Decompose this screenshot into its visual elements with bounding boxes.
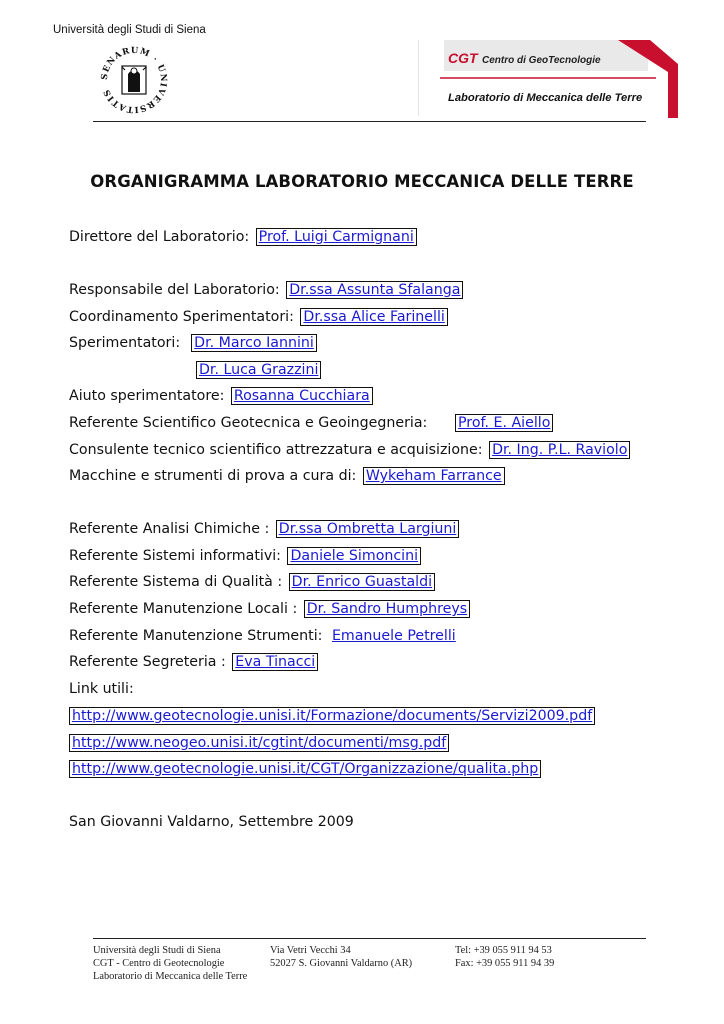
cgt-short: CGT [448,50,478,66]
entry-label: Aiuto sperimentatore: [69,388,225,404]
useful-link-3 [67,760,541,778]
footer-line: 52027 S. Giovanni Valdarno (AR) [270,958,413,969]
footer-line: Laboratorio di Meccanica delle Terre [93,971,248,982]
entry-label: Macchine e strumenti di prova a cura di: [69,468,357,484]
maint-instruments-link[interactable]: Emanuele Petrelli [331,628,456,644]
assistant-link[interactable]: Rosanna Cucchiara [231,387,373,405]
footer-col-3 [455,944,554,970]
maint-locals-link[interactable]: Dr. Sandro Humphreys [304,600,470,618]
lab-manager-link[interactable]: Dr.ssa Assunta Sfalanga [286,281,463,299]
links-label: Link utili: [69,681,134,697]
machines-link[interactable]: Wykeham Farrance [363,467,505,485]
url-link[interactable]: http://www.neogeo.unisi.it/cgtint/documenti/msg.pdf [69,734,449,752]
entry-info-systems [69,547,421,565]
footer-line: Università degli Studi di Siena [93,945,221,956]
entry-label: Consulente tecnico scientifico attrezzatura e acquisizione: [69,442,483,458]
entry-label: Referente Sistemi informativi: [69,548,281,564]
page-title: ORGANIGRAMMA LABORATORIO MECCANICA DELLE TERRE [90,172,634,191]
entry-label: Direttore del Laboratorio: [69,229,250,245]
entry-label: Referente Segreteria : [69,654,226,670]
entry-quality [69,573,435,591]
header-divider [93,121,646,122]
university-seal-logo [98,44,170,116]
entry-label: Referente Sistema di Qualità : [69,574,283,590]
entry-label: Referente Manutenzione Strumenti: [69,628,323,644]
quality-link[interactable]: Dr. Enrico Guastaldi [289,573,435,591]
coordination-link[interactable]: Dr.ssa Alice Farinelli [300,308,447,326]
url-link[interactable]: http://www.geotecnologie.unisi.it/Formazione/documents/Servizi2009.pdf [69,707,595,725]
entry-scientific-ref [69,414,427,432]
footer-col-1 [93,944,247,983]
footer-col-2 [270,944,412,970]
seal-text: SENARUM · UNIVERSITATIS [99,45,169,115]
entry-label: Responsabile del Laboratorio: [69,282,280,298]
entry-maint-instruments [69,627,459,645]
entry-maint-locals [69,600,470,618]
useful-link-2 [67,734,449,752]
place-date: San Giovanni Valdarno, Settembre 2009 [69,814,354,830]
footer-line: Via Vetri Vecchi 34 [270,945,351,956]
experimenter-1-link[interactable]: Dr. Marco Iannini [191,334,317,352]
secretary-link[interactable]: Eva Tinacci [232,653,318,671]
footer-divider [93,938,646,939]
university-name: Università degli Studi di Siena [53,24,206,36]
experimenter-2-link[interactable]: Dr. Luca Grazzini [196,361,321,379]
entry-label: Referente Manutenzione Locali : [69,601,298,617]
entry-chemical [69,520,459,538]
entry-experimenters [69,334,317,352]
director-link[interactable]: Prof. Luigi Carmignani [256,228,417,246]
entry-label: Referente Analisi Chimiche : [69,521,270,537]
entry-secretary [69,653,318,671]
entry-lab-manager [69,281,463,299]
entry-experimenters-2 [194,361,321,379]
info-systems-link[interactable]: Daniele Simoncini [287,547,421,565]
entry-label: Coordinamento Sperimentatori: [69,309,294,325]
consultant-link[interactable]: Dr. Ing. P.L. Raviolo [489,441,630,459]
entry-assistant [69,387,373,405]
useful-link-1 [67,707,595,725]
footer-line: CGT - Centro di Geotecnologie [93,958,225,969]
cgt-logo [418,40,678,118]
entry-director [69,228,417,246]
cgt-name: Centro di GeoTecnologie [482,55,601,66]
scientific-ref-link[interactable]: Prof. E. Aiello [455,414,553,432]
chemical-link[interactable]: Dr.ssa Ombretta Largiuni [276,520,460,538]
entry-label: Referente Scientifico Geotecnica e Geoingegneria: [69,415,428,431]
entry-consultant [69,441,630,459]
footer-line: Fax: +39 055 911 94 39 [455,958,555,969]
entry-label: Sperimentatori: [69,335,181,351]
entry-coordination [69,308,448,326]
footer-line: Tel: +39 055 911 94 53 [455,945,552,956]
entry-scientific-ref-value [453,414,553,432]
entry-machines [69,467,505,485]
url-link[interactable]: http://www.geotecnologie.unisi.it/CGT/Organizzazione/qualita.php [69,760,541,778]
lab-name: Laboratorio di Meccanica delle Terre [448,92,643,104]
